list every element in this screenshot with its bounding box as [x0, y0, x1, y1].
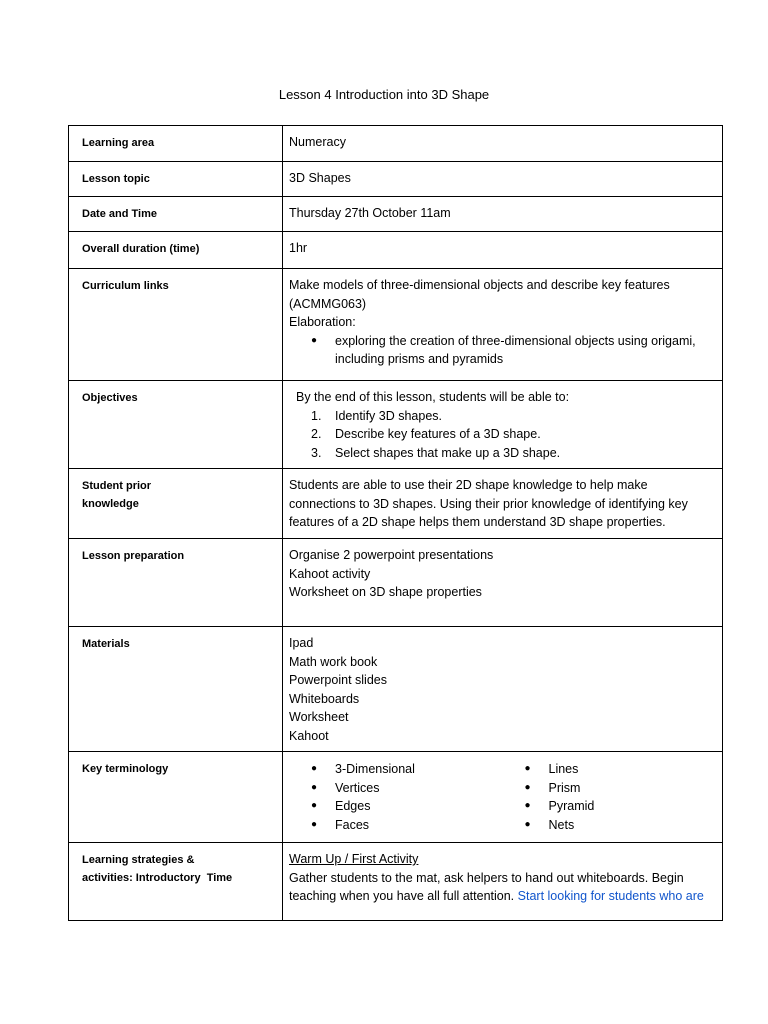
row-date-time: [69, 197, 723, 232]
label-learning-area: Learning area: [69, 126, 283, 162]
curriculum-elaboration-label: Elaboration:: [289, 315, 356, 329]
terminology-left-list: [289, 760, 503, 834]
material-item: Powerpoint slides: [289, 673, 387, 687]
terminology-columns: [289, 760, 716, 834]
curriculum-bullets: [289, 332, 716, 369]
label-objectives: Objectives: [69, 381, 283, 469]
prior-knowledge-label-line-2: knowledge: [82, 498, 139, 510]
value-date-time: Thursday 27th October 11am: [283, 197, 723, 232]
strategies-highlighted-text: Start looking for students who are: [517, 889, 704, 903]
value-objectives: [283, 381, 723, 469]
label-materials: Materials: [69, 627, 283, 752]
row-duration: [69, 232, 723, 269]
strategies-heading: Warm Up / First Activity: [289, 852, 419, 866]
preparation-item: Worksheet on 3D shape properties: [289, 585, 482, 599]
material-item: Whiteboards: [289, 691, 360, 706]
label-lesson-topic: Lesson topic: [69, 162, 283, 197]
curriculum-code: (ACMMG063): [289, 296, 367, 311]
terminology-item: ● 3-Dimensional: [289, 760, 503, 779]
row-lesson-preparation: [69, 539, 723, 627]
label-key-terminology: Key terminology: [69, 752, 283, 843]
terminology-item: ● Nets: [503, 816, 717, 835]
row-materials: [69, 627, 723, 752]
objective-item: [289, 425, 716, 444]
label-lesson-preparation: Lesson preparation: [69, 539, 283, 627]
value-learning-area: Numeracy: [283, 126, 723, 162]
objective-item: [289, 407, 716, 426]
curriculum-line-1: Make models of three-dimensional objects and describe key features: [289, 278, 670, 292]
objective-item: [289, 444, 716, 463]
objectives-intro: By the end of this lesson, students will be able to:: [296, 390, 570, 404]
value-curriculum-links: [283, 269, 723, 381]
value-lesson-topic: 3D Shapes: [283, 162, 723, 197]
preparation-item: Organise 2 powerpoint presentations: [289, 548, 494, 562]
row-learning-area: [69, 126, 723, 162]
objective-text: Identify 3D shapes.: [335, 408, 443, 423]
terminology-item: ● Pyramid: [503, 797, 717, 816]
row-prior-knowledge: [69, 469, 723, 539]
value-prior-knowledge: Students are able to use their 2D shape knowledge to help make connections to 3D shapes. Using their prior knowledge of identifying key features of a 2D shape helps them understand 3D shape properties.: [283, 469, 723, 539]
curriculum-bullet-item: ● exploring the creation of three-dimensional objects using origami, including prisms and pyramids: [289, 332, 716, 369]
material-item: Kahoot: [289, 728, 329, 743]
objective-number: 2.: [311, 427, 322, 441]
row-key-terminology: [69, 752, 723, 843]
label-duration: Overall duration (time): [69, 232, 283, 269]
value-duration: 1hr: [283, 232, 723, 269]
value-lesson-preparation: [283, 539, 723, 627]
label-curriculum-links: Curriculum links: [69, 269, 283, 381]
strategies-text-block: [289, 869, 716, 906]
row-curriculum-links: [69, 269, 723, 381]
terminology-item: ● Prism: [503, 779, 717, 798]
terminology-item: ● Vertices: [289, 779, 503, 798]
label-learning-strategies: [69, 843, 283, 921]
value-learning-strategies: [283, 843, 723, 921]
terminology-right-list: [503, 760, 717, 834]
objectives-list: [289, 407, 716, 463]
strategies-label-line-2: activities: Introductory Time: [82, 872, 233, 884]
lesson-plan-table: [68, 125, 723, 921]
material-item: Ipad: [289, 636, 314, 650]
row-objectives: [69, 381, 723, 469]
strategies-text: Gather students to the mat, ask helpers to hand out whiteboards. Begin teaching when you have all full attention.: [289, 870, 684, 903]
terminology-item: ● Edges: [289, 797, 503, 816]
objective-text: Select shapes that make up a 3D shape.: [335, 445, 561, 460]
terminology-item: ● Lines: [503, 760, 717, 779]
label-prior-knowledge: [69, 469, 283, 539]
value-key-terminology: [283, 752, 723, 843]
terminology-item: ● Faces: [289, 816, 503, 835]
prior-knowledge-label-line-1: Student prior: [82, 480, 152, 492]
document-title: Lesson 4 Introduction into 3D Shape: [278, 87, 490, 102]
objective-number: 3.: [311, 445, 322, 460]
material-item: Worksheet: [289, 710, 349, 724]
row-learning-strategies: [69, 843, 723, 921]
preparation-item: Kahoot activity: [289, 566, 371, 581]
value-materials: [283, 627, 723, 752]
material-item: Math work book: [289, 654, 378, 669]
objective-number: 1.: [311, 408, 322, 423]
row-lesson-topic: [69, 162, 723, 197]
strategies-label-line-1: Learning strategies &: [82, 854, 195, 866]
objective-text: Describe key features of a 3D shape.: [335, 427, 541, 441]
label-date-time: Date and Time: [69, 197, 283, 232]
